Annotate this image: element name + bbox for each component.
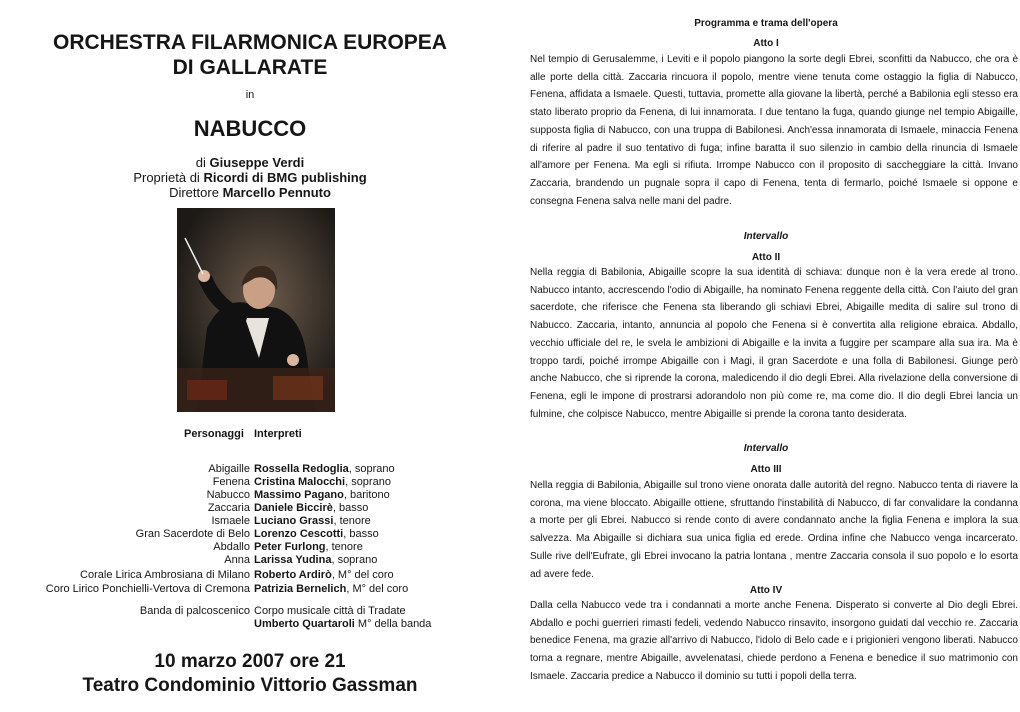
opera-title: NABUCCO <box>193 116 307 141</box>
property-prefix: Proprietà di <box>133 170 200 185</box>
cast-performer: Daniele Biccirè <box>254 502 333 514</box>
cast-voice: , basso <box>343 528 379 540</box>
director-prefix: Direttore <box>169 185 219 200</box>
cast-voice: , soprano <box>331 554 378 566</box>
cast-performer: Massimo Pagano <box>254 489 344 501</box>
cast-voice: , tenore <box>333 515 371 527</box>
orchestra-name-line1: ORCHESTRA FILARMONICA EUROPEA <box>53 31 447 54</box>
cast-voice: , basso <box>332 502 369 514</box>
act2-text: Nella reggia di Babilonia, Abigaille scopre la sua identità di schiava: dunque non è la vera erede al trono. Nabucco intanto, accrescendo l'odio di Abigaille, ha nominato Fenena reggente della città. Con l'aiuto del gran sacerdote, che riferisce che Fenena sta liberando gli schiavi Ebrei, Abigaille medita di salire sul trono di Nabucco. Zaccaria, intanto, annuncia al popolo che Fenena si è convertita alla religione ebraica. Abdallo, vecchio ufficiale del re, le svela le ambizioni di Abigaille e la invita a fuggire per scampare alla sua ira. Ma è troppo tardi, poiché irrompe Abigaille con i Magi, il gran Sacerdote e una folla di Babilonesi. Giunge però anche Nabucco, che si riprende la corona, maledicendo il dio degli Ebrei. Alla rivelazione della conversione di Fenena, egli le impone di prostrarsi adorandolo non più come re, ma come dio. Il dio degli Ebrei lancia un fulmine, che colpisce Nabucco, mentre Abigaille si prende la corona tanto desiderata. <box>530 267 1018 420</box>
act3-text: Nella reggia di Babilonia, Abigaille sul trono viene onorata dalle autorità del regno. Nabucco tenta di riavere la corona, ma viene bloccato. Abigaille ottiene, sfruttando l'instabilità di Nabucco, di far convalidare la condanna a morte per gli Ebrei. Nabucco si rende conto di avere condannato anche la figlia Fenena e implora la sua salvezza. Ma Abigaille si dichiara sua unica figlia ed erede. Ordina infine che Nabucco venga incarcerato. Sulle rive dell'Eufrate, gli Ebrei invocano la patria lontana , mentre Zaccaria consola il suo popolo e lo esorta ad avere fede. <box>530 480 1018 580</box>
cast-row <box>0 501 500 515</box>
conductor-photo <box>177 208 335 412</box>
cast-role: Gran Sacerdote di Belo <box>135 528 250 540</box>
cast-performer: Roberto Ardirò <box>254 569 332 581</box>
cast-role: Nabucco <box>206 489 250 501</box>
act1-title: Atto I <box>753 38 779 49</box>
cast-row <box>0 582 500 596</box>
synopsis-page <box>516 0 1016 712</box>
property-name: Ricordi di BMG publishing <box>203 170 367 185</box>
cast-performer: Larissa Yudina <box>254 554 332 566</box>
band-leader-title: M° della banda <box>354 618 432 630</box>
cast-performer: Peter Furlong <box>254 541 326 553</box>
cast-role: Fenena <box>212 476 250 488</box>
venue-line: Teatro Condominio Vittorio Gassman <box>82 675 418 696</box>
cast-voice: , soprano <box>348 463 395 475</box>
cast-row <box>0 553 500 567</box>
in-label: in <box>245 89 255 101</box>
cast-performer: Luciano Grassi <box>254 515 334 527</box>
composer-line <box>0 155 500 171</box>
cast-row <box>0 540 500 554</box>
director-name: Marcello Pennuto <box>222 185 331 200</box>
band-leader-row <box>0 617 500 631</box>
act4-text: Dalla cella Nabucco vede tra i condannati a morte anche Fenena. Disperato si converte al Dio degli Ebrei. Abdallo e pochi guerrieri rimasti fedeli, vedendo Nabucco rinsavito, insorgono guidati dal vecchio re. Zaccaria benedice Fenena, ma grazie all'arrivo di Nabucco, l'idolo di Belo cade e i prigionieri vengono liberati. Nabucco torna a regnare, mentre Abigaille, avvelenatasi, chiede perdono a Fenena e benedice il suo matrimonio con Ismaele. Zaccaria predice a Nabucco il dominio su tutti i popoli della terra. <box>530 600 1018 682</box>
cast-voice: , tenore <box>325 541 363 553</box>
composer-prefix: di <box>195 155 206 170</box>
property-line <box>0 170 500 186</box>
cast-voice: , M° del coro <box>331 569 394 581</box>
composer-name: Giuseppe Verdi <box>209 155 305 170</box>
cast-role: Anna <box>224 554 250 566</box>
cast-role: Abdallo <box>213 541 250 553</box>
cast-row <box>0 568 500 582</box>
cast-row <box>0 488 500 502</box>
act4-title: Atto IV <box>749 585 783 596</box>
cast-header-roles: Personaggi <box>184 428 244 440</box>
band-role: Banda di palcoscenico <box>139 605 250 617</box>
cast-role: Coro Lirico Ponchielli-Vertova di Cremona <box>45 583 250 595</box>
band-row <box>0 604 500 618</box>
act3-title: Atto III <box>750 464 782 475</box>
cast-performer: Lorenzo Cescotti <box>254 528 344 540</box>
cast-row <box>0 462 500 476</box>
cast-role: Corale Lirica Ambrosiana di Milano <box>80 569 250 581</box>
synopsis-title: Programma e trama dell'opera <box>694 18 838 29</box>
cast-performer: Rossella Redoglia <box>254 463 349 475</box>
cast-role: Zaccaria <box>207 502 250 514</box>
cast-row <box>0 475 500 489</box>
cast-header-performers: Interpreti <box>254 428 302 440</box>
cast-row <box>0 514 500 528</box>
cast-row <box>0 527 500 541</box>
orchestra-name-line2: DI GALLARATE <box>172 56 328 79</box>
cast-voice: , baritono <box>343 489 390 501</box>
act2-title: Atto II <box>751 252 781 263</box>
cast-voice: , M° del coro <box>346 583 409 595</box>
date-line: 10 marzo 2007 ore 21 <box>154 651 346 672</box>
cast-role: Ismaele <box>211 515 250 527</box>
band-leader: Umberto Quartaroli <box>254 618 355 630</box>
interval-2: Intervallo <box>743 443 789 454</box>
cast-performer: Patrizia Bernelich <box>254 583 347 595</box>
interval-1: Intervallo <box>743 231 789 242</box>
band-name: Corpo musicale città di Tradate <box>254 605 406 617</box>
director-line <box>0 185 500 201</box>
program-page <box>0 0 500 712</box>
cast-performer: Cristina Malocchi <box>254 476 346 488</box>
cast-role: Abigaille <box>208 463 250 475</box>
cast-voice: , soprano <box>345 476 391 488</box>
act1-text: Nel tempio di Gerusalemme, i Leviti e il popolo piangono la sorte degli Ebrei, sconfitti da Nabucco, che ora è alle porte della città. Zaccaria rincuora il popolo, mentre viene tenuta come ostaggio la figlia di Nabucco, Fenena, affidata a Ismaele. Questi, tuttavia, promette alla giovane la libertà, perché a Babilonia egli stesso era stato liberato proprio da Fenena, di lui innamorata. I due tentano la fuga, quando giunge nel tempio Abigaille, supposta figlia di Nabucco, con una truppa di Babilonesi. Anch'essa innamorata di Ismaele, minaccia Fenena di riferire al padre il suo tentativo di fuga; infine baratta il suo silenzio in cambio della rinuncia di Ismaele all'amore per Fenena. Ma egli si rifiuta. Irrompe Nabucco con il proposito di saccheggiare la città. Invano Zaccaria, brandendo un pugnale sopra il capo di Fenena, tenta di fermarlo, poiché Ismaele si oppone e consegna Fenena salva nelle mani del padre. <box>530 54 1018 207</box>
